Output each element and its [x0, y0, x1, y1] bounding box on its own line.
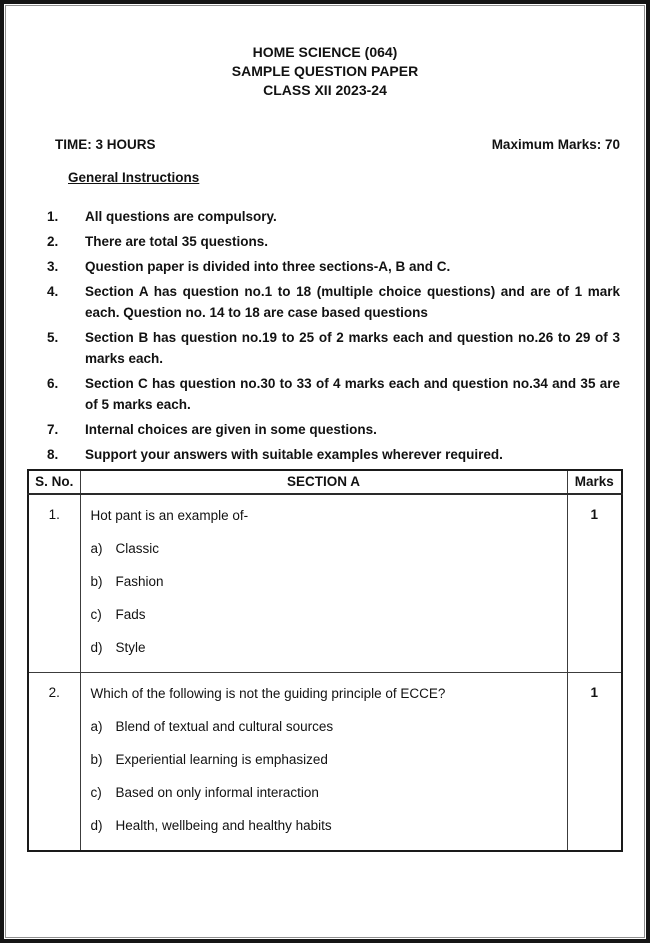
instruction-text: Section B has question no.19 to 25 of 2 marks each and question no.26 to 29 of 3 marks each.: [85, 330, 620, 366]
instruction-text: Internal choices are given in some questions.: [85, 422, 377, 437]
max-marks-label: Maximum Marks: 70: [491, 137, 620, 152]
instruction-number: 1.: [47, 209, 59, 224]
instruction-number: 3.: [47, 259, 59, 274]
col-header-section-a: SECTION A: [80, 470, 567, 494]
option-label: a): [90, 541, 103, 556]
option-label: b): [90, 752, 103, 767]
paper-type-title: SAMPLE QUESTION PAPER: [231, 63, 419, 79]
question-marks: 1: [567, 494, 622, 673]
question-cell: [80, 494, 567, 673]
instruction-text: There are total 35 questions.: [85, 234, 269, 249]
instruction-item: [47, 256, 620, 277]
page-content: [4, 4, 646, 852]
question-option-c: [91, 783, 557, 802]
instruction-text: Section C has question no.30 to 33 of 4 marks each and question no.34 and 35 are of 5 marks each.: [85, 376, 620, 412]
instruction-text: Section A has question no.1 to 18 (multiple choice questions) and are of 1 mark each. Question no. 14 to 18 are case based questions: [85, 284, 620, 320]
time-label: TIME: 3 HOURS: [55, 137, 156, 152]
section-a-table: [27, 469, 623, 852]
instruction-item: [47, 206, 620, 227]
option-text: Classic: [115, 541, 160, 556]
option-text: Style: [115, 640, 146, 655]
option-text: Experiential learning is emphasized: [115, 752, 328, 767]
instruction-item: [47, 373, 620, 415]
instruction-item: [47, 327, 620, 369]
instruction-text: Question paper is divided into three sections-A, B and C.: [85, 259, 451, 274]
instruction-item: [47, 281, 620, 323]
question-option-a: [91, 539, 557, 558]
question-option-d: [91, 816, 557, 835]
general-instructions-heading: General Instructions: [68, 170, 200, 185]
instruction-number: 6.: [47, 376, 59, 391]
instruction-number: 7.: [47, 422, 59, 437]
paper-title-block: [30, 43, 620, 100]
paper-subject-title: HOME SCIENCE (064): [252, 44, 398, 60]
table-header-row: [28, 470, 622, 494]
instruction-number: 5.: [47, 330, 59, 345]
question-option-b: [91, 572, 557, 591]
instruction-text: Support your answers with suitable examples wherever required.: [85, 447, 503, 462]
question-option-b: [91, 750, 557, 769]
time-marks-row: [30, 135, 620, 154]
instruction-item: [47, 444, 620, 465]
question-row-1: [28, 494, 622, 673]
instruction-text: All questions are compulsory.: [85, 209, 277, 224]
question-option-d: [91, 638, 557, 657]
option-text: Fashion: [115, 574, 164, 589]
option-label: c): [90, 607, 102, 622]
option-label: a): [90, 719, 103, 734]
col-header-sno: S. No.: [28, 470, 80, 494]
option-label: c): [90, 785, 102, 800]
question-number: 2.: [28, 673, 80, 852]
instruction-number: 8.: [47, 447, 59, 462]
option-label: d): [90, 640, 103, 655]
instruction-item: [47, 231, 620, 252]
question-cell: [80, 673, 567, 852]
general-instructions-list: [30, 206, 620, 465]
question-number: 1.: [28, 494, 80, 673]
option-label: d): [90, 818, 103, 833]
question-text: Hot pant is an example of-: [90, 508, 249, 523]
option-text: Fads: [115, 607, 146, 622]
instruction-number: 2.: [47, 234, 59, 249]
question-option-c: [91, 605, 557, 624]
option-label: b): [90, 574, 103, 589]
instruction-item: [47, 419, 620, 440]
paper-class-title: CLASS XII 2023-24: [263, 82, 387, 98]
question-option-a: [91, 717, 557, 736]
col-header-marks: Marks: [567, 470, 622, 494]
question-marks: 1: [567, 673, 622, 852]
option-text: Health, wellbeing and healthy habits: [115, 818, 332, 833]
option-text: Blend of textual and cultural sources: [115, 719, 334, 734]
question-text: Which of the following is not the guiding principle of ECCE?: [90, 686, 446, 701]
instruction-number: 4.: [47, 284, 59, 299]
question-row-2: [28, 673, 622, 852]
option-text: Based on only informal interaction: [115, 785, 319, 800]
